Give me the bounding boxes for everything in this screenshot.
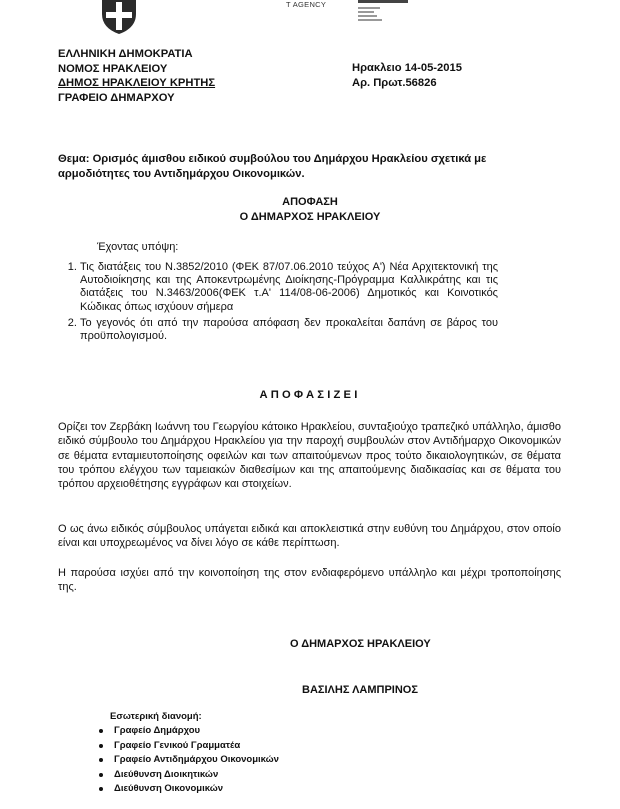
decides-heading: ΑΠΟΦΑΣΙΖΕΙ (259, 389, 361, 401)
list-item: Διεύθυνση Οικονομικών (97, 782, 279, 797)
document-date: Ηρακλειο 14-05-2015 (352, 62, 462, 74)
issuer-prefecture: ΝΟΜΟΣ ΗΡΑΚΛΕΙΟΥ (58, 62, 168, 75)
bullet-icon (99, 787, 103, 791)
bullet-icon (99, 729, 103, 733)
list-item: Γραφείο Αντιδημάρχου Οικονομικών (97, 753, 279, 768)
agency-logo-text: T AGENCY (286, 0, 327, 9)
list-item: Γραφείο Γενικού Γραμματέα (97, 739, 279, 754)
date-protocol-block (352, 61, 462, 90)
considering-label: Έχοντας υπόψη: (97, 241, 179, 253)
decision-heading (0, 195, 620, 224)
greek-emblem-icon (98, 0, 140, 34)
signature-title: Ο ΔΗΜΑΡΧΟΣ ΗΡΑΚΛΕΙΟΥ (290, 638, 431, 650)
bullet-icon (99, 773, 103, 777)
paragraph: Η παρούσα ισχύει από την κοινοποίηση της στον ενδιαφερόμενο υπάλληλο και μέχρι τροποποίησης της. (58, 567, 561, 594)
issuer-municipality: ΔΗΜΟΣ ΗΡΑΚΛΕΙΟΥ ΚΡΗΤΗΣ (58, 77, 216, 90)
list-item: 1. Τις διατάξεις του Ν.3852/2010 (ΦΕΚ 87/07.06.2010 τεύχος Α') Νέα Αρχιτεκτονική της Αυτοδιοίκησης και της Αποκεντρωμένης Διοίκησης-Πρόγραμμα Καλλικράτης και τις διατάξεις του Ν.3463/2006(ΦΕΚ τ.Α' 114/08-06-2006) Δημοτικός και Κοινοτικός Κώδικας όπως ισχύουν σήμερα (80, 261, 498, 314)
list-item: 2. Το γεγονός ότι από την παρούσα απόφαση δεν προκαλείται δαπάνη σε βάρος του προϋπολογισμού. (80, 317, 498, 343)
protocol-number: Αρ. Πρωτ.56826 (352, 76, 437, 89)
list-item: Διεύθυνση Διοικητικών (97, 768, 279, 783)
list-item: Γραφείο Δημάρχου (97, 724, 279, 739)
distribution-title: Εσωτερική διανομή: (110, 711, 202, 722)
paragraph: Ορίζει τον Ζερβάκη Ιωάννη του Γεωργίου κάτοικο Ηρακλείου, συνταξιούχο τραπεζικό υπάλληλο, άμισθο ειδικό σύμβουλο του Δημάρχου Ηρακλείου για την παροχή συμβουλών στον Αντιδήμαρχο Οικονομικών σε θέματα ενταμιευτοποίησης οφειλών και των απαιτούμενων προς τούτο δικαιολογητικών, σε θέματα του τρόπου ελέγχου των ταμειακών διαθεσίμων και της απαιτούμενης διαδικασίας και σε θέματα του τρόπου αρχειοθέτησης εγγράφων και στοιχείων. (58, 421, 561, 491)
bullet-icon (99, 758, 103, 762)
distribution-list (97, 724, 279, 797)
issuer-country: ΕΛΛΗΝΙΚΗ ΔΗΜΟΚΡΑΤΙΑ (58, 48, 193, 60)
partner-logo-icon (358, 0, 414, 24)
signature-name: ΒΑΣΙΛΗΣ ΛΑΜΠΡΙΝΟΣ (302, 684, 418, 696)
considerations-list (54, 261, 498, 346)
mayor-heading: Ο ΔΗΜΑΡΧΟΣ ΗΡΑΚΛΕΙΟΥ (239, 210, 381, 223)
issuer-block (58, 47, 215, 105)
issuer-office: ΓΡΑΦΕΙΟ ΔΗΜΑΡΧΟΥ (58, 91, 175, 104)
paragraph: Ο ως άνω ειδικός σύμβουλος υπάγεται ειδικά και αποκλειστικά στην ευθύνη του Δημάρχου, στον οποίο είναι και υποχρεωμένος να δίνει λόγο σε κάθε περίπτωση. (58, 523, 561, 550)
bullet-icon (99, 744, 103, 748)
subject-line: Θεμα: Ορισμός άμισθου ειδικού συμβούλου του Δημάρχου Ηρακλείου σχετικά με αρμοδιότητες του Αντιδημάρχου Οικονομικών. (58, 153, 487, 180)
decision-title: ΑΠΟΦΑΣΗ (282, 196, 338, 208)
